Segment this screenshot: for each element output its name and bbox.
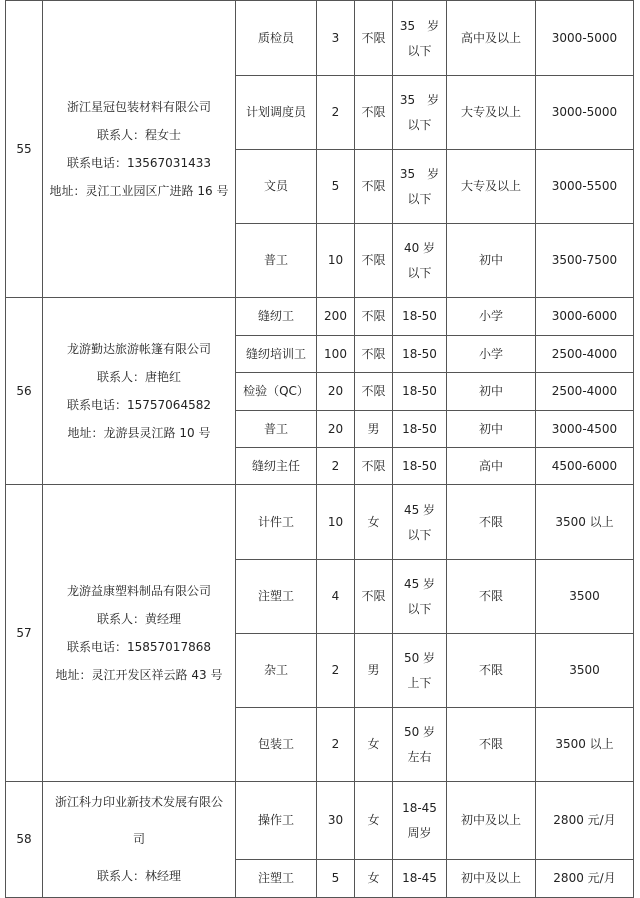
job-title: 操作工 [236, 782, 317, 860]
job-count: 5 [317, 860, 355, 898]
job-age: 18-50 [393, 336, 447, 373]
job-title: 包装工 [236, 708, 317, 782]
age-line-1: 35 岁 [399, 18, 440, 33]
job-gender: 不限 [355, 373, 393, 411]
job-title: 计件工 [236, 485, 317, 560]
company-phone: 联系电话：15757064582 [67, 397, 211, 412]
job-gender: 不限 [355, 1, 393, 76]
job-education: 小学 [447, 336, 536, 373]
company-address: 地址：龙游县灵江路 10 号 [67, 425, 211, 440]
job-count: 2 [317, 76, 355, 150]
job-title: 注塑工 [236, 560, 317, 634]
age-line-2: 以下 [407, 118, 432, 132]
age-line-1: 18-45 [402, 801, 437, 815]
job-count: 2 [317, 708, 355, 782]
job-age: 18-50 [393, 448, 447, 485]
job-age [393, 1, 447, 76]
job-age [393, 485, 447, 560]
age-line-1: 45 岁 [403, 502, 436, 517]
job-salary: 2800 元/月 [536, 860, 634, 898]
job-title: 缝纫培训工 [236, 336, 317, 373]
job-title: 缝纫工 [236, 298, 317, 336]
company-info [43, 298, 236, 485]
job-salary: 3500 [536, 634, 634, 708]
company-contact: 联系人：唐艳红 [96, 369, 181, 384]
job-title: 缝纫主任 [236, 448, 317, 485]
company-name: 浙江星冠包装材料有限公司 [66, 99, 211, 114]
job-education: 小学 [447, 298, 536, 336]
job-education: 初中 [447, 411, 536, 448]
job-title: 注塑工 [236, 860, 317, 898]
job-salary: 4500-6000 [536, 448, 634, 485]
job-salary: 3000-5000 [536, 1, 634, 76]
job-education: 不限 [447, 485, 536, 560]
company-name-cont: 司 [132, 832, 145, 846]
job-education: 高中及以上 [447, 1, 536, 76]
job-salary: 3500-7500 [536, 224, 634, 298]
job-title: 杂工 [236, 634, 317, 708]
job-salary: 2800 元/月 [536, 782, 634, 860]
job-count: 3 [317, 1, 355, 76]
job-count: 4 [317, 560, 355, 634]
job-education: 初中及以上 [447, 860, 536, 898]
company-address: 地址：灵江开发区祥云路 43 号 [55, 667, 223, 682]
company-number: 56 [6, 298, 43, 485]
job-count: 30 [317, 782, 355, 860]
job-education: 高中 [447, 448, 536, 485]
job-count: 20 [317, 411, 355, 448]
job-gender: 不限 [355, 336, 393, 373]
job-gender: 女 [355, 485, 393, 560]
job-gender: 不限 [355, 560, 393, 634]
job-count: 10 [317, 224, 355, 298]
job-salary: 3500 [536, 560, 634, 634]
job-age: 18-50 [393, 373, 447, 411]
age-line-1: 35 岁 [399, 93, 440, 107]
job-age [393, 150, 447, 224]
age-line-1: 35 岁 [399, 167, 440, 181]
job-gender: 不限 [355, 298, 393, 336]
job-age [393, 782, 447, 860]
table-row [6, 298, 634, 336]
age-line-2: 左右 [407, 750, 432, 764]
job-count: 20 [317, 373, 355, 411]
job-count: 100 [317, 336, 355, 373]
age-line-1: 50 岁 [403, 651, 436, 665]
job-education: 初中及以上 [447, 782, 536, 860]
company-address: 地址：灵江工业园区广进路 16 号 [49, 183, 229, 198]
company-name: 浙江科力印业新技术发展有限公 [54, 795, 223, 809]
job-age [393, 76, 447, 150]
job-gender: 不限 [355, 224, 393, 298]
age-line-2: 以下 [407, 527, 432, 542]
job-gender: 不限 [355, 76, 393, 150]
job-gender: 男 [355, 411, 393, 448]
job-title: 文员 [236, 150, 317, 224]
company-number: 58 [6, 782, 43, 898]
company-name: 龙游勤达旅游帐篷有限公司 [66, 341, 211, 356]
company-info [43, 782, 236, 898]
job-count: 2 [317, 448, 355, 485]
job-education: 初中 [447, 224, 536, 298]
job-salary: 2500-4000 [536, 336, 634, 373]
table-row [6, 1, 634, 76]
job-age [393, 560, 447, 634]
table-row [6, 782, 634, 860]
company-number: 57 [6, 485, 43, 782]
age-line-1: 50 岁 [403, 725, 436, 739]
table-row [6, 485, 634, 560]
age-line-2: 以下 [407, 192, 432, 206]
job-listing-table [5, 0, 634, 898]
age-line-2: 以下 [407, 43, 432, 58]
job-salary: 2500-4000 [536, 373, 634, 411]
job-salary: 3000-6000 [536, 298, 634, 336]
job-title: 检验（QC） [236, 373, 317, 411]
job-salary: 3500 以上 [536, 708, 634, 782]
job-age [393, 708, 447, 782]
job-education: 不限 [447, 634, 536, 708]
job-age: 18-45 [393, 860, 447, 898]
company-info [43, 1, 236, 298]
job-title: 普工 [236, 411, 317, 448]
job-gender: 不限 [355, 448, 393, 485]
company-contact: 联系人：林经理 [96, 869, 181, 883]
job-education: 不限 [447, 560, 536, 634]
job-gender: 男 [355, 634, 393, 708]
job-gender: 不限 [355, 150, 393, 224]
company-info [43, 485, 236, 782]
job-education: 初中 [447, 373, 536, 411]
company-phone: 联系电话：15857017868 [67, 639, 211, 654]
company-name: 龙游益康塑料制品有限公司 [66, 583, 211, 598]
job-education: 大专及以上 [447, 76, 536, 150]
job-salary: 3000-5500 [536, 150, 634, 224]
job-salary: 3500 以上 [536, 485, 634, 560]
job-age [393, 634, 447, 708]
job-title: 普工 [236, 224, 317, 298]
age-line-2: 周岁 [407, 826, 432, 840]
company-phone: 联系电话：13567031433 [67, 155, 211, 170]
age-line-1: 45 岁 [403, 577, 436, 591]
job-title: 质检员 [236, 1, 317, 76]
job-title: 计划调度员 [236, 76, 317, 150]
job-gender: 女 [355, 708, 393, 782]
job-age: 18-50 [393, 298, 447, 336]
job-gender: 女 [355, 782, 393, 860]
job-education: 大专及以上 [447, 150, 536, 224]
job-count: 10 [317, 485, 355, 560]
job-salary: 3000-5000 [536, 76, 634, 150]
job-age [393, 224, 447, 298]
company-contact: 联系人：黄经理 [96, 611, 181, 626]
job-count: 5 [317, 150, 355, 224]
job-salary: 3000-4500 [536, 411, 634, 448]
company-contact: 联系人：程女士 [96, 127, 181, 142]
age-line-2: 上下 [407, 676, 432, 690]
job-count: 2 [317, 634, 355, 708]
company-number: 55 [6, 1, 43, 298]
job-gender: 女 [355, 860, 393, 898]
job-education: 不限 [447, 708, 536, 782]
age-line-2: 以下 [407, 266, 432, 280]
age-line-1: 40 岁 [403, 241, 436, 255]
job-count: 200 [317, 298, 355, 336]
age-line-2: 以下 [407, 602, 432, 616]
job-age: 18-50 [393, 411, 447, 448]
